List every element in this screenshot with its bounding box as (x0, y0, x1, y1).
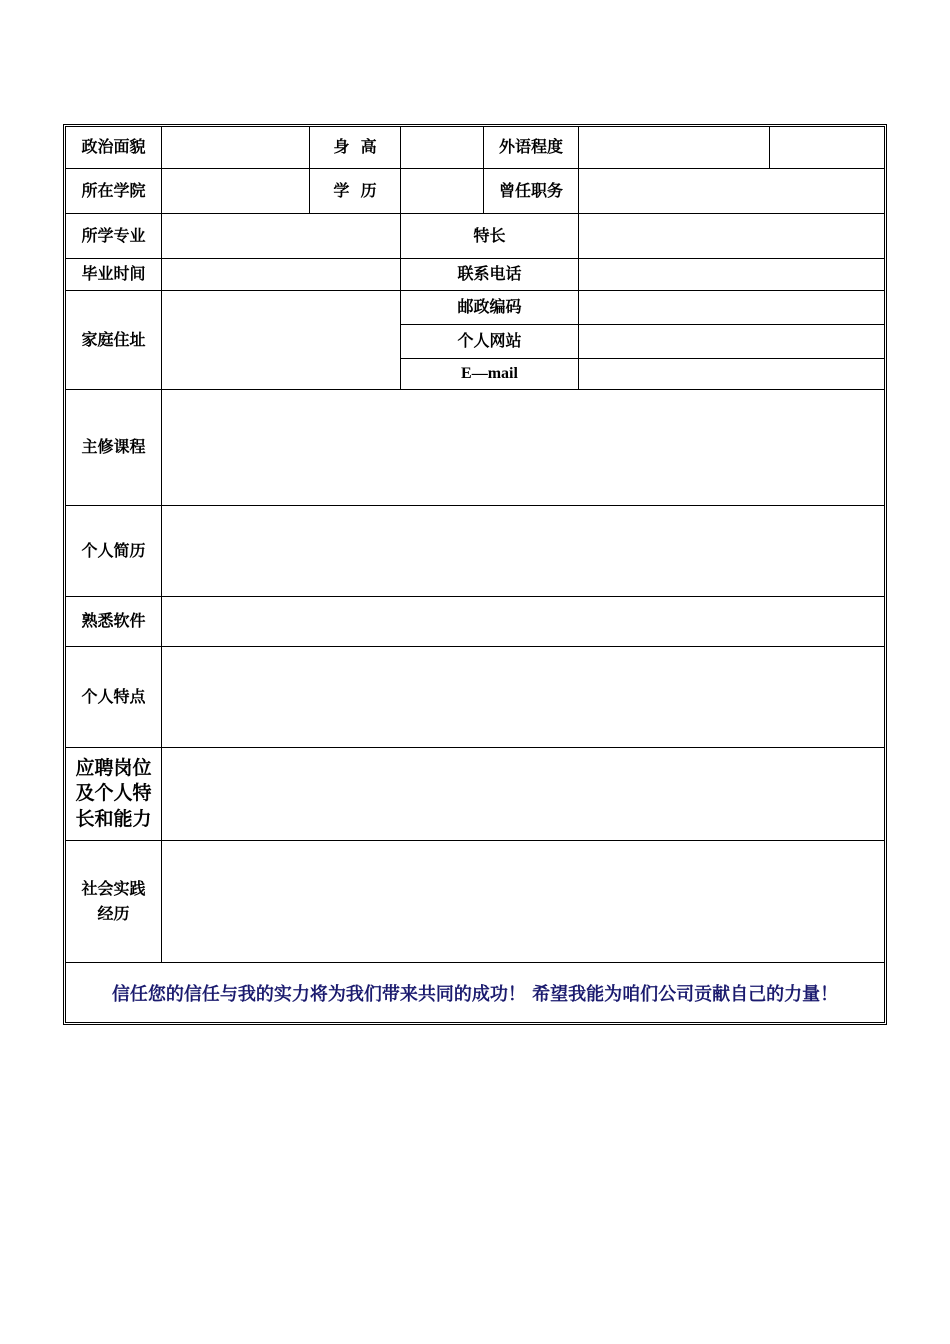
social-practice-field[interactable] (162, 841, 884, 962)
website-field[interactable] (579, 325, 884, 358)
phone-label: 联系电话 (457, 264, 522, 284)
home-address-label: 家庭住址 (81, 329, 146, 349)
website-label: 个人网站 (457, 331, 522, 351)
former-position-field[interactable] (579, 169, 884, 213)
major-label: 所学专业 (81, 225, 146, 245)
graduation-field[interactable] (162, 259, 400, 290)
education-label: 学 历 (333, 180, 377, 200)
software-field[interactable] (162, 597, 884, 646)
resume-field[interactable] (162, 506, 884, 596)
college-label: 所在学院 (81, 180, 146, 200)
footer-slogan: 信任您的信任与我的实力将为我们带来共同的成功！ 希望我能为咱们公司贡献自己的力量！ (111, 983, 839, 1005)
position-field[interactable] (162, 748, 884, 840)
photo-box[interactable] (770, 127, 884, 168)
main-courses-label: 主修课程 (81, 437, 146, 457)
postcode-label: 邮政编码 (457, 297, 522, 317)
graduation-label: 毕业时间 (81, 264, 146, 284)
position-label: 应聘岗位及个人特长和能力 (75, 756, 152, 830)
email-label: E—mail (461, 364, 518, 382)
specialty-field[interactable] (579, 214, 884, 258)
height-label: 身 高 (333, 137, 377, 157)
social-practice-label: 社会实践经历 (81, 878, 146, 923)
postcode-field[interactable] (579, 291, 884, 324)
traits-label: 个人特点 (81, 686, 146, 706)
resume-label: 个人简历 (81, 540, 146, 560)
main-courses-field[interactable] (162, 390, 884, 505)
political-status-label: 政治面貌 (81, 137, 146, 157)
education-field[interactable] (401, 169, 483, 213)
software-label: 熟悉软件 (81, 611, 146, 631)
traits-field[interactable] (162, 647, 884, 747)
email-field[interactable] (579, 359, 884, 389)
foreign-language-label: 外语程度 (498, 137, 563, 157)
college-field[interactable] (162, 169, 309, 213)
political-status-field[interactable] (162, 127, 309, 168)
phone-field[interactable] (579, 259, 884, 290)
foreign-language-field[interactable] (579, 127, 769, 168)
former-position-label: 曾任职务 (498, 180, 563, 200)
specialty-label: 特长 (473, 225, 506, 245)
major-field[interactable] (162, 214, 400, 258)
height-field[interactable] (401, 127, 483, 168)
home-address-field[interactable] (162, 291, 400, 389)
